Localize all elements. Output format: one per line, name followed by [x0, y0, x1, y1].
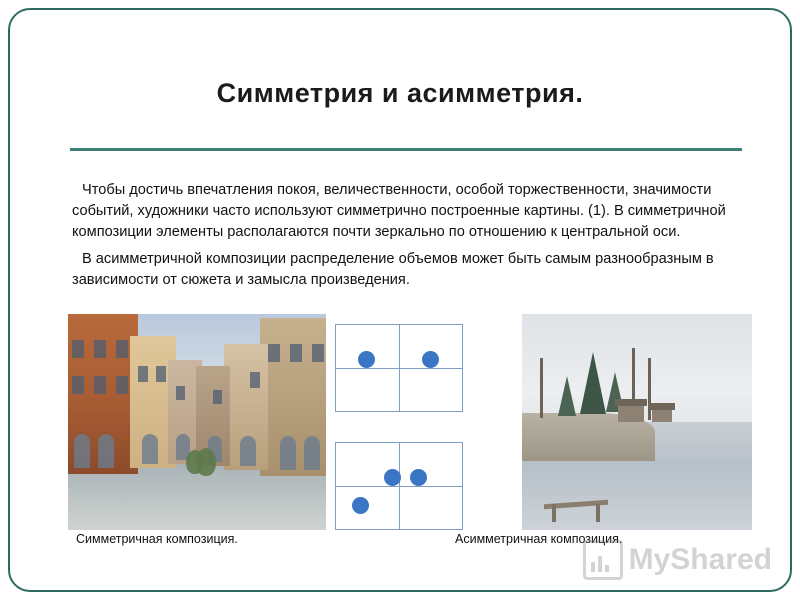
building-right-2 [224, 344, 268, 470]
page-title: Симметрия и асимметрия. [216, 78, 584, 108]
building-right-1 [260, 318, 326, 476]
caption-asymmetric: Асимметричная композиция. [455, 532, 623, 546]
watermark [583, 540, 772, 580]
slide-frame [8, 8, 792, 592]
diagram-horizontal-axis [336, 486, 462, 487]
building-left-1 [68, 314, 138, 474]
bench-leg [552, 504, 556, 522]
bare-tree [540, 358, 543, 418]
asymmetric-winter-lake-painting [522, 314, 752, 530]
diagram-horizontal-axis [336, 368, 462, 369]
spruce-tree [558, 376, 576, 416]
diagram-dot [358, 351, 375, 368]
bench-leg [596, 504, 600, 522]
street-tree-right [186, 450, 204, 474]
body-text [72, 180, 732, 297]
bare-tree [648, 358, 651, 420]
bench [544, 496, 608, 522]
watermark-text: MyShared [628, 543, 772, 576]
title-divider [70, 148, 742, 151]
caption-symmetric: Симметричная композиция. [76, 532, 238, 546]
paragraph-1: Чтобы достичь впечатления покоя, величественности, особой торжественности, значимости событий, художники часто используют симметрично построенные картины. (1). В симметричной композиции элементы располагаются почти зеркально по отношению к центральной оси. [72, 182, 726, 240]
diagram-dot [384, 469, 401, 486]
paragraph-2: В асимметричной композиции распределение объемов может быть самым разнообразным в зависимости от сюжета и замысла произведения. [72, 251, 714, 288]
shoreline-hut [652, 410, 672, 422]
diagram-dot [352, 497, 369, 514]
chart-logo-icon [583, 540, 623, 580]
asymmetric-layout-diagram [335, 442, 463, 530]
symmetric-layout-diagram [335, 324, 463, 412]
spruce-tree [580, 352, 606, 414]
symmetric-street-painting [68, 314, 326, 530]
figures-row [68, 314, 752, 530]
shoreline-hut [618, 406, 644, 422]
diagram-dot [410, 469, 427, 486]
diagram-dot [422, 351, 439, 368]
